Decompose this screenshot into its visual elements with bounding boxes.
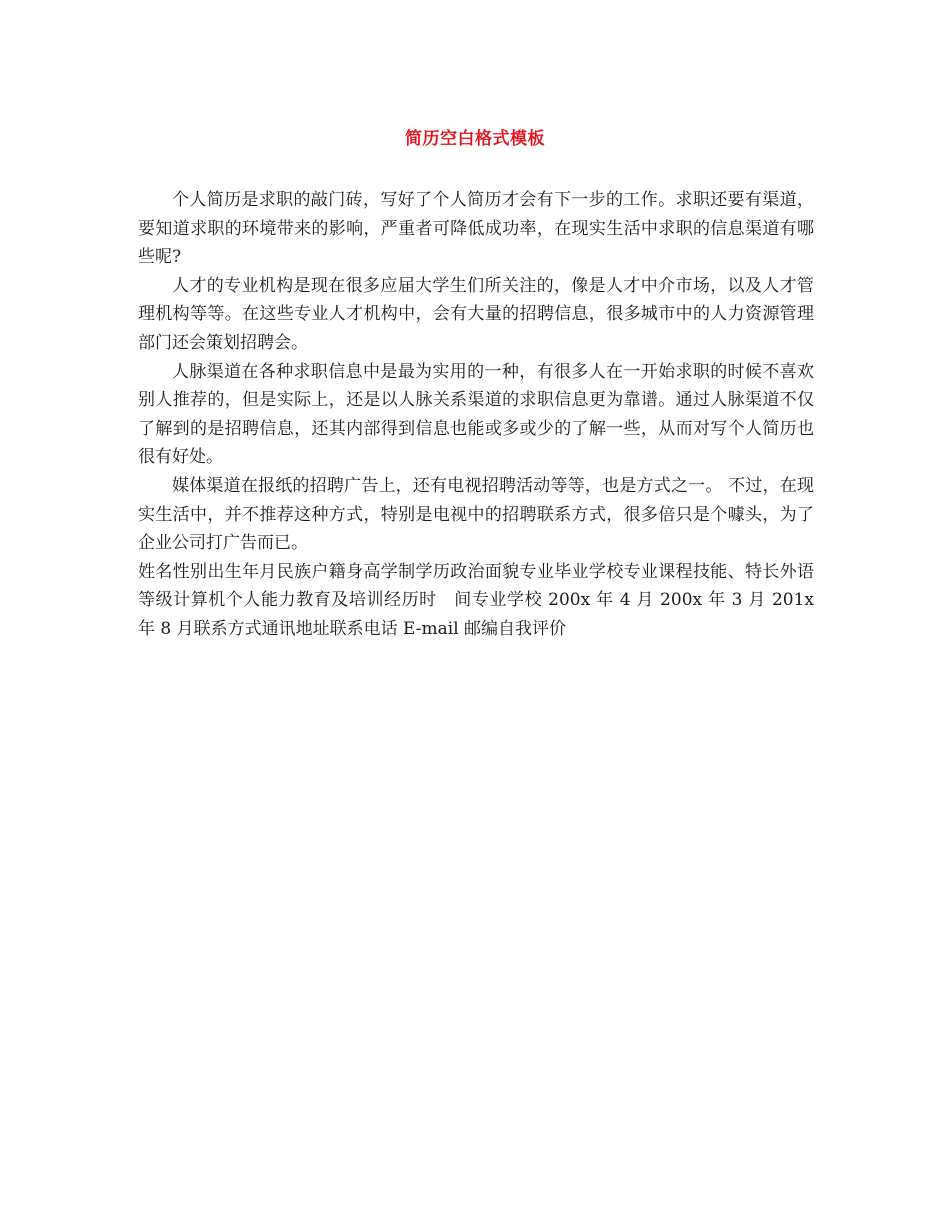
document-body: [138, 186, 814, 644]
document-title: 简历空白格式模板: [405, 129, 545, 149]
paragraph-media-channel: 媒体渠道在报纸的招聘广告上，还有电视招聘活动等等，也是方式之一。 不过，在现实生活中，并不推荐这种方式，特别是电视中的招聘联系方式，很多倍只是个噱头，为了企业公司打广告而已。: [138, 475, 814, 554]
resume-fields-text: 姓名性别出生年月民族户籍身高学制学历政治面貌专业毕业学校专业课程技能、特长外语等级计算机个人能力教育及培训经历时 间专业学校 200x 年 4 月 200x 年 3 月 201x 年 8 月联系方式通讯地址联系电话 E-mail 邮编自我评价: [138, 561, 814, 639]
paragraph-professional-agencies: 人才的专业机构是现在很多应届大学生们所关注的，像是人才中介市场，以及人才管理机构等等。在这些专业人才机构中，会有大量的招聘信息，很多城市中的人力资源管理部门还会策划招聘会。: [138, 275, 814, 353]
paragraph-intro: 个人简历是求职的敲门砖，写好了个人简历才会有下一步的工作。求职还要有渠道，要知道求职的环境带来的影响，严重者可降低成功率，在现实生活中求职的信息渠道有哪些呢?: [138, 190, 814, 268]
paragraph-network-channel: 人脉渠道在各种求职信息中是最为实用的一种，有很多人在一开始求职的时候不喜欢别人推荐的，但是实际上，还是以人脉关系渠道的求职信息更为靠谱。通过人脉渠道不仅了解到的是招聘信息，还其内部得到信息也能或多或少的了解一些，从而对写个人简历也很有好处。: [138, 361, 814, 468]
